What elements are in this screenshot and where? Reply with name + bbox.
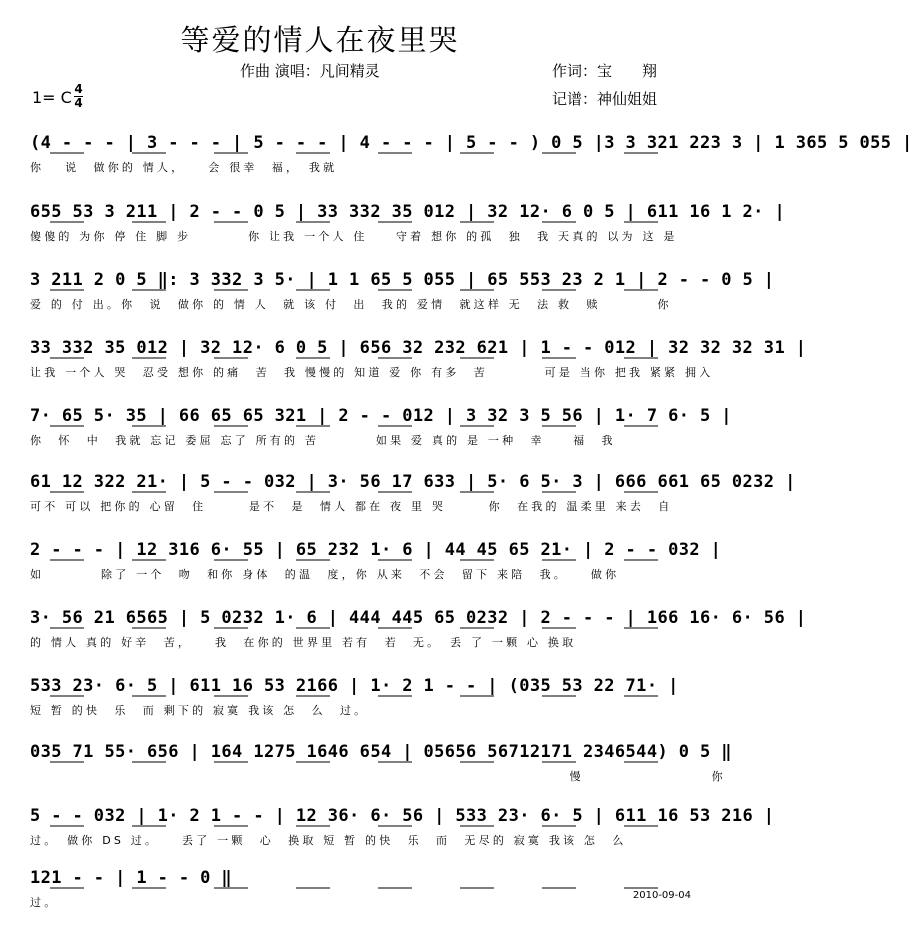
song-title: 等爱的情人在夜里哭 [180,23,460,57]
beam-lines [30,196,786,230]
time-signature-top: 4 [74,82,83,96]
beam-lines [30,400,732,434]
music-system [0,466,796,532]
lyric-line: 你 怀 中 我就 忘记 委屈 忘了 所有的 苦 如果 爱 真的 是 一种 幸 福 我 [30,434,616,447]
beam-lines [30,736,732,770]
notation-line: 5 - - 032 | 1· 2 1 - - | 12 36· 6· 56 | 533 23· 6· 5 | 611 16 53 216 | [30,806,775,826]
lyric-line: 爱 的 付 出。你 说 做你 的 情 人 就 该 付 出 我的 爱情 就这样 无 法 救 赎 你 [30,298,672,311]
beam-lines [30,127,913,161]
date-stamp: 2010-09-04 [632,890,691,901]
notation-line: 121 - - | 1 - - 0 ‖ [30,868,233,888]
time-signature-bottom: 4 [74,96,83,110]
lyric-line: 让我 一个人 哭 忍受 想你 的痛 苦 我 慢慢的 知道 爱 你 有多 苦 可是 当你 把我 紧紧 拥入 [30,366,714,379]
music-system [0,736,733,802]
lyric-line: 如 除了 一个 吻 和你 身体 的温 度，你 从来 不会 留下 来陪 我。 做你 [30,568,620,581]
notation-line: 533 23· 6· 5 | 611 16 53 2166 | 1· 2 1 - - | (035 53 22 71· | [30,676,679,696]
time-signature [74,84,83,109]
lyric-line: 短 暂 的快 乐 而 剩下的 寂寞 我该 怎 么 过。 [30,704,369,717]
lyric-line: 的 情人 真的 好辛 苦， 我 在你的 世界里 若有 若 无。 丢 了 一颗 心 换取 [30,636,577,649]
music-system [0,670,733,736]
lyric-line: 可不 可以 把你的 心留 住 是不 是 情人 都在 夜 里 哭 你 在我的 温柔里 来去 自 [30,500,673,513]
beam-lines [30,534,722,568]
music-system [0,127,913,193]
notation-line: (4 - - - | 3 - - - | 5 - - - | 4 - - - | 5 - - ) 0 5 |3 3 321 223 3 | 1 365 5 055 | [30,133,913,153]
notation-line: 7· 65 5· 35 | 66 65 65 321 | 2 - - 012 | 3 32 3 5 56 | 1· 7 6· 5 | [30,406,732,426]
beam-lines [30,466,796,500]
lyric-line: 过。 [30,896,59,909]
music-system [0,800,775,866]
lyric-line: 慢 你 [30,770,726,783]
beam-lines [30,862,695,896]
beam-lines [30,332,807,366]
music-system [0,332,807,398]
notation-line: 655 53 3 211 | 2 - - 0 5 | 33 332 35 012 | 32 12· 6 0 5 | 611 16 1 2· | [30,202,786,222]
beam-lines [30,800,775,834]
lyricist-credit: 作词：宝 翔 [552,62,658,80]
beam-lines [30,602,807,636]
beam-lines [30,670,695,704]
lyric-line: 你 说 做你的 情人， 会 很幸 福， 我就 [30,161,338,174]
lyric-line: 过。 做你 DS 过。 丢了 一颗 心 换取 短 暂 的快 乐 而 无尽的 寂寞 我该 怎 么 [30,834,627,847]
lyric-line: 傻傻的 为你 停 住 脚 步 你 让我 一个人 住 守着 想你 的孤 独 我 天真的 以为 这 是 [30,230,678,243]
notation-line: 33 332 35 012 | 32 12· 6 0 5 | 656 32 232 621 | 1 - - 012 | 32 32 32 31 | [30,338,807,358]
music-system [0,264,775,330]
notation-line: 2 - - - | 12 316 6· 55 | 65 232 1· 6 | 44 45 65 21· | 2 - - 032 | [30,540,722,560]
composer-credit: 作曲 演唱：凡间精灵 [240,62,380,80]
music-system [0,400,733,466]
notation-line: 3 211 2 0 5 ‖: 3 332 3 5· | 1 1 65 5 055 | 65 553 23 2 1 | 2 - - 0 5 | [30,270,775,290]
notation-line: 035 71 55· 656 | 164 1275 1646 654 | 05656 56712171 2346544) 0 5 ‖ [30,742,732,762]
notation-line: 61 12 322 21· | 5 - - 032 | 3· 56 17 633 | 5· 6 5· 3 | 666 661 65 0232 | [30,472,796,492]
music-system [0,534,733,600]
notation-line: 3· 56 21 6565 | 5 0232 1· 6 | 444 445 65 0232 | 2 - - - | 166 16· 6· 56 | [30,608,807,628]
music-system [0,862,733,928]
key-signature: 1= C [32,88,72,107]
transcriber-credit: 记谱：神仙姐姐 [552,90,658,108]
music-system [0,196,786,262]
beam-lines [30,264,775,298]
music-system [0,602,807,668]
